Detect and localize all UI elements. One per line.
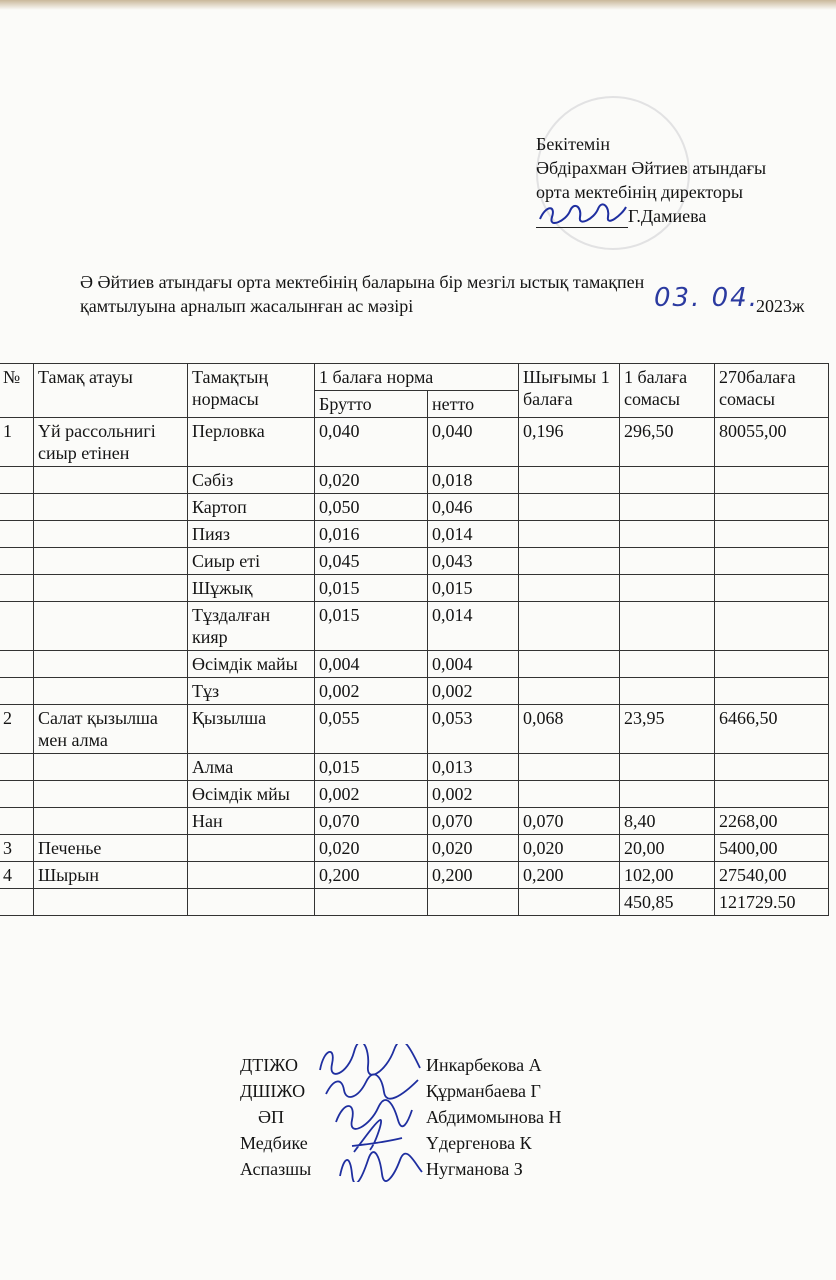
cell-ingredient [188,862,315,889]
cell-output [519,651,620,678]
cell-sum-1: 20,00 [620,835,715,862]
cell-dish-name [34,808,188,835]
cell-ingredient: Тұз [188,678,315,705]
signer-role: ӘП [258,1107,284,1127]
cell-output [519,678,620,705]
cell-ingredient [188,835,315,862]
cell-row-num [0,678,34,705]
table-row [0,521,829,548]
cell-netto: 0,043 [428,548,519,575]
cell-sum-1 [620,521,715,548]
header-num: № [0,364,34,418]
cell-row-num [0,651,34,678]
cell-output [519,889,620,916]
cell-brutto: 0,015 [315,575,428,602]
cell-output: 0,200 [519,862,620,889]
cell-row-num [0,467,34,494]
cell-dish-name [34,754,188,781]
cell-netto: 0,040 [428,418,519,467]
cell-output [519,521,620,548]
cell-sum-270: 27540,00 [715,862,829,889]
cell-brutto: 0,040 [315,418,428,467]
cell-sum-270 [715,602,829,651]
cell-netto: 0,013 [428,754,519,781]
table-row [0,808,829,835]
cell-brutto: 0,020 [315,467,428,494]
cell-sum-270 [715,754,829,781]
cell-brutto: 0,002 [315,781,428,808]
handwritten-date: 03. 04. [654,283,759,313]
table-row [0,678,829,705]
director-signature [536,209,628,228]
cell-sum-270 [715,781,829,808]
cell-sum-1: 23,95 [620,705,715,754]
cell-ingredient [188,889,315,916]
signer-role: ДТІЖО [240,1055,298,1075]
cell-sum-1 [620,575,715,602]
cell-row-num [0,808,34,835]
cell-output: 0,070 [519,808,620,835]
cell-output [519,575,620,602]
header-per-child: 1 балаға норма [315,364,519,391]
director-name: Г.Дамиева [628,206,707,226]
cell-dish-name [34,651,188,678]
cell-row-num: 1 [0,418,34,467]
cell-brutto: 0,016 [315,521,428,548]
cell-row-num [0,602,34,651]
approval-line-1: Бекітемін [536,134,610,154]
header-norm: Тамақтың нормасы [188,364,315,418]
cell-brutto: 0,070 [315,808,428,835]
cell-dish-name [34,678,188,705]
cell-output [519,781,620,808]
cell-sum-270 [715,651,829,678]
cell-dish-name: Печенье [34,835,188,862]
top-edge [0,0,836,10]
cell-row-num [0,494,34,521]
cell-row-num: 2 [0,705,34,754]
cell-ingredient: Алма [188,754,315,781]
cell-dish-name [34,781,188,808]
cell-brutto: 0,015 [315,754,428,781]
cell-sum-1: 296,50 [620,418,715,467]
cell-netto: 0,070 [428,808,519,835]
cell-sum-1 [620,494,715,521]
signature-scrawl [336,1150,426,1182]
menu-table [0,363,829,916]
cell-sum-270: 121729.50 [715,889,829,916]
signer-name: Инкарбекова А [426,1055,542,1075]
table-row [0,575,829,602]
table-row [0,889,829,916]
cell-dish-name: Салат қызылша мен алма [34,705,188,754]
signer-name: Абдимомынова Н [426,1107,562,1127]
cell-brutto: 0,050 [315,494,428,521]
cell-ingredient: Өсімдік мйы [188,781,315,808]
cell-ingredient: Өсімдік майы [188,651,315,678]
cell-netto: 0,053 [428,705,519,754]
cell-sum-270: 2268,00 [715,808,829,835]
cell-sum-1: 450,85 [620,889,715,916]
table-row [0,418,829,467]
cell-sum-270 [715,548,829,575]
year: 2023ж [756,296,805,316]
cell-netto: 0,015 [428,575,519,602]
cell-sum-270 [715,494,829,521]
cell-output [519,548,620,575]
cell-netto: 0,004 [428,651,519,678]
cell-sum-1 [620,781,715,808]
table-row [0,705,829,754]
cell-netto [428,889,519,916]
document-title [80,270,805,318]
cell-dish-name [34,494,188,521]
signer-role: Аспазшы [240,1159,312,1179]
cell-ingredient: Картоп [188,494,315,521]
table-row [0,835,829,862]
cell-row-num [0,521,34,548]
approval-line-2: Әбдірахман Әйтиев атындағы [536,158,767,178]
table-row [0,862,829,889]
cell-ingredient: Нан [188,808,315,835]
table-row [0,602,829,651]
signer-name: Үдергенова К [426,1133,532,1153]
header-brutto: Брутто [315,391,428,418]
table-row [0,548,829,575]
cell-dish-name: Үй рассольнигі сиыр етінен [34,418,188,467]
cell-sum-270: 6466,50 [715,705,829,754]
cell-row-num [0,754,34,781]
signer-name: Нугманова З [426,1159,523,1179]
cell-netto: 0,020 [428,835,519,862]
cell-dish-name [34,521,188,548]
header-output: Шығымы 1 балаға [519,364,620,418]
signer-role: ДШІЖО [240,1081,306,1101]
cell-brutto: 0,015 [315,602,428,651]
table-row [0,651,829,678]
cell-brutto: 0,020 [315,835,428,862]
cell-brutto: 0,004 [315,651,428,678]
cell-netto: 0,002 [428,781,519,808]
cell-output [519,602,620,651]
approval-line-3: орта мектебінің директоры [536,182,744,202]
cell-ingredient: Тұздалған кияр [188,602,315,651]
cell-row-num: 4 [0,862,34,889]
cell-brutto: 0,055 [315,705,428,754]
signer-role: Медбике [240,1133,308,1153]
cell-netto: 0,046 [428,494,519,521]
cell-dish-name [34,602,188,651]
cell-output: 0,020 [519,835,620,862]
title-line-2: қамтылуына арналып жасалынған ас мәзірі [80,296,414,316]
table-row [0,754,829,781]
cell-ingredient: Сәбіз [188,467,315,494]
cell-output: 0,196 [519,418,620,467]
cell-netto: 0,200 [428,862,519,889]
cell-dish-name: Шырын [34,862,188,889]
signer-name: Құрманбаева Г [426,1081,541,1101]
cell-sum-1: 8,40 [620,808,715,835]
cell-sum-1 [620,602,715,651]
cell-row-num: 3 [0,835,34,862]
table-row [0,467,829,494]
cell-brutto: 0,002 [315,678,428,705]
cell-netto: 0,014 [428,602,519,651]
cell-sum-1 [620,754,715,781]
cell-brutto: 0,200 [315,862,428,889]
cell-sum-1: 102,00 [620,862,715,889]
cell-output: 0,068 [519,705,620,754]
header-dish: Тамақ атауы [34,364,188,418]
cell-ingredient: Шұжық [188,575,315,602]
cell-sum-270 [715,678,829,705]
cell-row-num [0,889,34,916]
cell-sum-270 [715,575,829,602]
cell-sum-1 [620,678,715,705]
approval-block [536,132,766,228]
cell-output [519,494,620,521]
cell-sum-1 [620,651,715,678]
cell-sum-270: 5400,00 [715,835,829,862]
cell-brutto: 0,045 [315,548,428,575]
cell-dish-name [34,467,188,494]
cell-brutto [315,889,428,916]
cell-output [519,467,620,494]
cell-ingredient: Пияз [188,521,315,548]
cell-sum-270 [715,521,829,548]
cell-netto: 0,002 [428,678,519,705]
cell-ingredient: Сиыр еті [188,548,315,575]
table-row [0,494,829,521]
cell-ingredient: Перловка [188,418,315,467]
cell-output [519,754,620,781]
cell-sum-270 [715,467,829,494]
header-sum-1: 1 балаға сомасы [620,364,715,418]
cell-dish-name [34,548,188,575]
header-netto: нетто [428,391,519,418]
signature-block [240,1052,600,1182]
cell-dish-name [34,889,188,916]
cell-row-num [0,548,34,575]
cell-sum-1 [620,548,715,575]
cell-sum-1 [620,467,715,494]
cell-row-num [0,781,34,808]
cell-row-num [0,575,34,602]
table-row [0,781,829,808]
cell-netto: 0,014 [428,521,519,548]
cell-ingredient: Қызылша [188,705,315,754]
cell-netto: 0,018 [428,467,519,494]
header-sum-270: 270балаға сомасы [715,364,829,418]
title-line-1: Ә Әйтиев атындағы орта мектебінің баларына бір мезгіл ыстық тамақпен [80,272,645,292]
cell-sum-270: 80055,00 [715,418,829,467]
cell-dish-name [34,575,188,602]
